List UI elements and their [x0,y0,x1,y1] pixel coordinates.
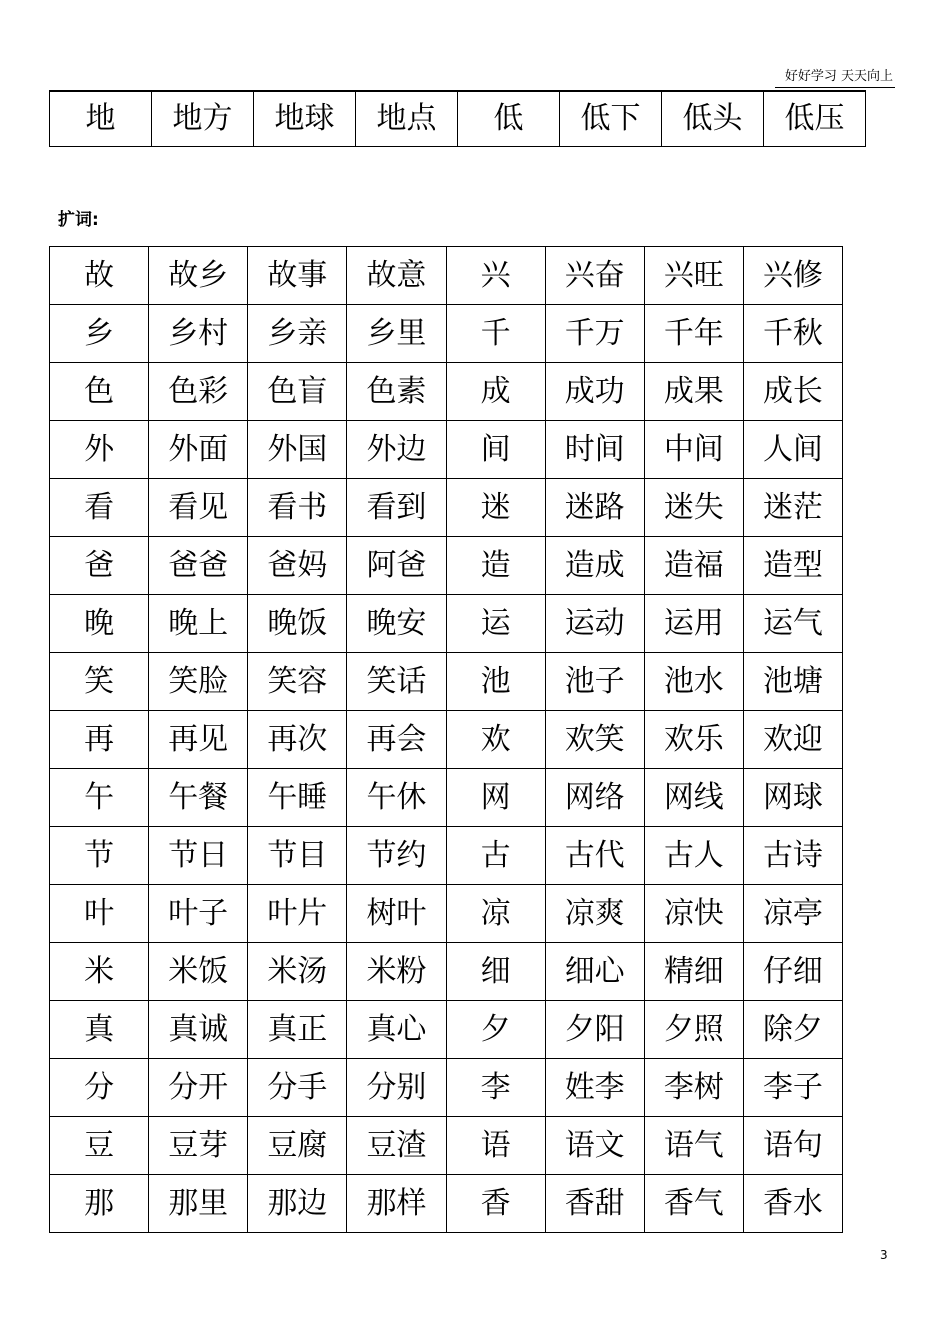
word-cell: 节目 [248,827,347,885]
character-cell: 细 [446,943,545,1001]
word-cell: 树叶 [347,885,446,943]
top-word-table [49,90,866,147]
word-cell: 爸妈 [248,537,347,595]
word-cell: 豆腐 [248,1117,347,1175]
page-header-motto: 好好学习 天天向上 [784,69,893,84]
word-cell: 晚上 [149,595,248,653]
table-row [50,885,843,943]
word-cell: 笑脸 [149,653,248,711]
word-cell: 网络 [545,769,644,827]
table-row [50,421,843,479]
character-cell: 分 [50,1059,149,1117]
word-cell: 那样 [347,1175,446,1233]
word-cell: 外边 [347,421,446,479]
word-cell: 节日 [149,827,248,885]
word-cell: 看见 [149,479,248,537]
word-cell: 成果 [644,363,743,421]
table-cell: 低 [458,91,560,147]
word-cell: 午休 [347,769,446,827]
character-cell: 池 [446,653,545,711]
table-row [50,537,843,595]
character-cell: 成 [446,363,545,421]
table-row [50,1117,843,1175]
word-cell: 米粉 [347,943,446,1001]
table-row [50,653,843,711]
character-cell: 网 [446,769,545,827]
character-cell: 间 [446,421,545,479]
table-cell: 地点 [356,91,458,147]
word-cell: 再次 [248,711,347,769]
character-cell: 那 [50,1175,149,1233]
word-cell: 人间 [743,421,842,479]
word-cell: 网线 [644,769,743,827]
word-cell: 那里 [149,1175,248,1233]
character-cell: 千 [446,305,545,363]
character-cell: 造 [446,537,545,595]
word-cell: 造福 [644,537,743,595]
character-cell: 再 [50,711,149,769]
word-cell: 凉爽 [545,885,644,943]
word-cell: 夕照 [644,1001,743,1059]
word-cell: 米饭 [149,943,248,1001]
table-row [50,711,843,769]
word-cell: 李子 [743,1059,842,1117]
table-row [50,91,866,147]
word-cell: 再见 [149,711,248,769]
word-cell: 细心 [545,943,644,1001]
word-cell: 池子 [545,653,644,711]
word-cell: 晚安 [347,595,446,653]
word-cell: 看书 [248,479,347,537]
word-cell: 真正 [248,1001,347,1059]
character-cell: 晚 [50,595,149,653]
word-cell: 迷失 [644,479,743,537]
word-cell: 欢迎 [743,711,842,769]
word-cell: 仔细 [743,943,842,1001]
character-cell: 真 [50,1001,149,1059]
word-cell: 乡里 [347,305,446,363]
word-cell: 豆渣 [347,1117,446,1175]
word-cell: 运动 [545,595,644,653]
word-cell: 色素 [347,363,446,421]
character-cell: 爸 [50,537,149,595]
word-cell: 除夕 [743,1001,842,1059]
word-cell: 乡村 [149,305,248,363]
word-cell: 色盲 [248,363,347,421]
word-cell: 池水 [644,653,743,711]
word-cell: 香水 [743,1175,842,1233]
word-cell: 语句 [743,1117,842,1175]
word-cell: 李树 [644,1059,743,1117]
page-number: 3 [880,1248,888,1262]
word-cell: 千年 [644,305,743,363]
word-cell: 池塘 [743,653,842,711]
word-cell: 千万 [545,305,644,363]
word-cell: 语气 [644,1117,743,1175]
character-cell: 运 [446,595,545,653]
word-cell: 成功 [545,363,644,421]
word-cell: 再会 [347,711,446,769]
word-cell: 分手 [248,1059,347,1117]
word-cell: 米汤 [248,943,347,1001]
character-cell: 外 [50,421,149,479]
word-cell: 时间 [545,421,644,479]
word-cell: 分别 [347,1059,446,1117]
word-cell: 叶子 [149,885,248,943]
table-cell: 地方 [152,91,254,147]
word-cell: 古诗 [743,827,842,885]
word-cell: 精细 [644,943,743,1001]
header-underline [775,87,895,88]
word-cell: 夕阳 [545,1001,644,1059]
table-row [50,943,843,1001]
table-row [50,769,843,827]
word-cell: 古代 [545,827,644,885]
character-cell: 凉 [446,885,545,943]
word-cell: 兴旺 [644,247,743,305]
word-cell: 午餐 [149,769,248,827]
character-cell: 香 [446,1175,545,1233]
word-cell: 欢乐 [644,711,743,769]
character-cell: 古 [446,827,545,885]
word-cell: 网球 [743,769,842,827]
word-cell: 那边 [248,1175,347,1233]
word-cell: 欢笑 [545,711,644,769]
word-cell: 乡亲 [248,305,347,363]
character-cell: 米 [50,943,149,1001]
word-cell: 故乡 [149,247,248,305]
word-cell: 千秋 [743,305,842,363]
word-cell: 真心 [347,1001,446,1059]
word-cell: 故事 [248,247,347,305]
character-cell: 乡 [50,305,149,363]
word-cell: 造型 [743,537,842,595]
character-cell: 兴 [446,247,545,305]
table-row [50,247,843,305]
table-cell: 低下 [560,91,662,147]
character-cell: 欢 [446,711,545,769]
word-cell: 笑容 [248,653,347,711]
word-cell: 香气 [644,1175,743,1233]
character-cell: 笑 [50,653,149,711]
word-cell: 阿爸 [347,537,446,595]
word-cell: 迷茫 [743,479,842,537]
expand-words-table [49,246,843,1233]
table-row [50,827,843,885]
table-row [50,1175,843,1233]
word-cell: 外面 [149,421,248,479]
character-cell: 看 [50,479,149,537]
table-row [50,363,843,421]
character-cell: 豆 [50,1117,149,1175]
table-cell: 地球 [254,91,356,147]
word-cell: 爸爸 [149,537,248,595]
word-cell: 晚饭 [248,595,347,653]
word-cell: 笑话 [347,653,446,711]
word-cell: 午睡 [248,769,347,827]
word-cell: 凉快 [644,885,743,943]
word-cell: 看到 [347,479,446,537]
word-cell: 兴奋 [545,247,644,305]
word-cell: 叶片 [248,885,347,943]
word-cell: 色彩 [149,363,248,421]
table-cell: 低头 [662,91,764,147]
character-cell: 语 [446,1117,545,1175]
word-cell: 豆芽 [149,1117,248,1175]
character-cell: 故 [50,247,149,305]
table-row [50,1059,843,1117]
word-cell: 运用 [644,595,743,653]
character-cell: 迷 [446,479,545,537]
word-cell: 姓李 [545,1059,644,1117]
character-cell: 叶 [50,885,149,943]
table-row [50,305,843,363]
word-cell: 运气 [743,595,842,653]
word-cell: 香甜 [545,1175,644,1233]
word-cell: 迷路 [545,479,644,537]
character-cell: 节 [50,827,149,885]
character-cell: 李 [446,1059,545,1117]
table-cell: 地 [50,91,152,147]
word-cell: 凉亭 [743,885,842,943]
word-cell: 外国 [248,421,347,479]
word-cell: 节约 [347,827,446,885]
table-row [50,595,843,653]
table-row [50,1001,843,1059]
character-cell: 夕 [446,1001,545,1059]
table-row [50,479,843,537]
word-cell: 真诚 [149,1001,248,1059]
character-cell: 午 [50,769,149,827]
word-cell: 语文 [545,1117,644,1175]
word-cell: 造成 [545,537,644,595]
character-cell: 色 [50,363,149,421]
section-label-expand-words: 扩词: [58,210,99,230]
word-cell: 中间 [644,421,743,479]
word-cell: 兴修 [743,247,842,305]
word-cell: 故意 [347,247,446,305]
word-cell: 分开 [149,1059,248,1117]
word-cell: 古人 [644,827,743,885]
table-cell: 低压 [764,91,866,147]
word-cell: 成长 [743,363,842,421]
